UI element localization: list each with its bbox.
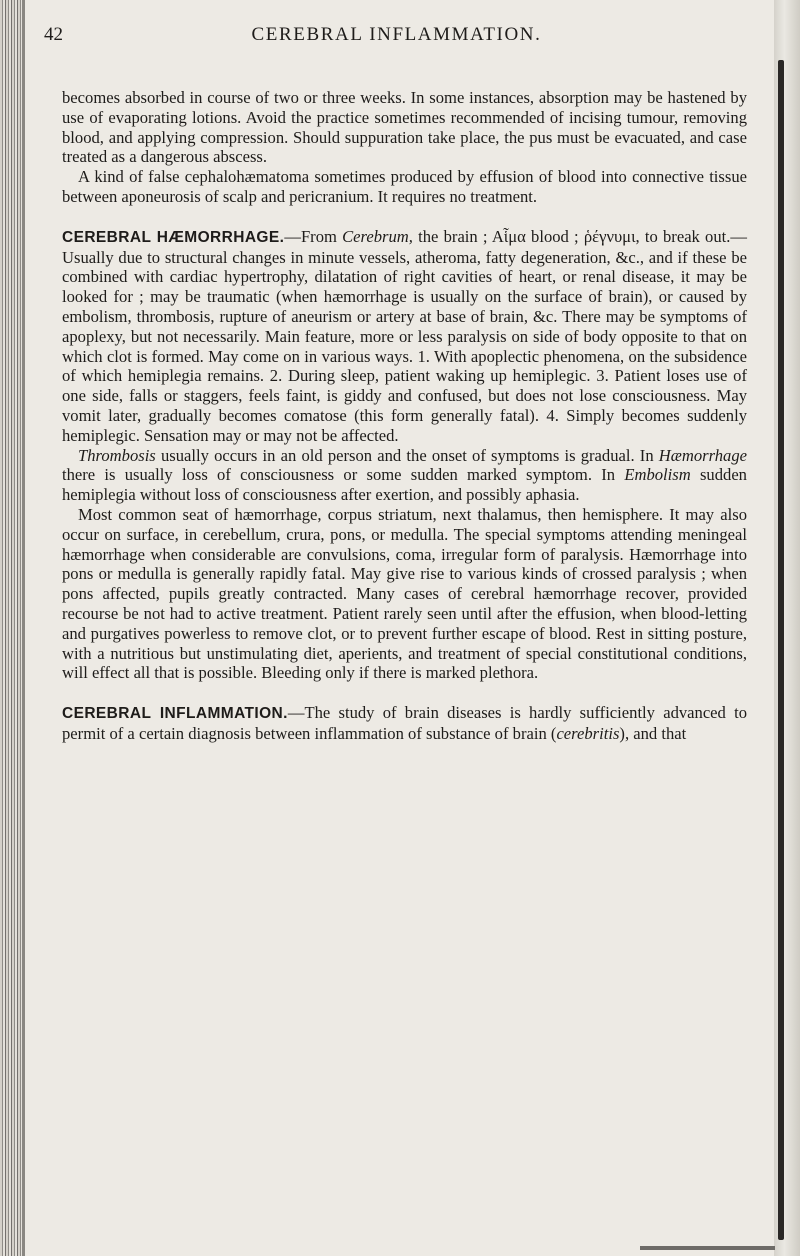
text-span: sudden hemiplegia without loss of consciousness after exertion, and possibly aphasia. bbox=[62, 465, 747, 505]
paragraph-thrombosis bbox=[62, 446, 747, 505]
paragraph-absorption: becomes absorbed in course of two or three weeks. In some instances, absorption may be hastened by use of evaporating lotions. Avoid the practice sometimes recommended of incising tumour, removing blood, and applying compression. Should suppuration take place, the pus must be evacuated, and case treated as a dangerous abscess. bbox=[62, 88, 747, 167]
paragraph-cerebral-haemorrhage bbox=[62, 227, 747, 446]
page-body bbox=[62, 88, 747, 744]
section-heading-cerebral-haemorrhage: CEREBRAL HÆMORRHAGE. bbox=[62, 228, 285, 246]
paragraph-seat-of-haemorrhage: Most common seat of hæmorrhage, corpus striatum, next thalamus, then hemisphere. It may also occur on surface, in cerebellum, crura, pons, or medulla. The special symptoms attending meningeal hæmorrhage when considerable are convulsions, coma, irregular form of paralysis. Hæmorrhage into pons or medulla is generally rapidly fatal. May give rise to various kinds of crossed paralysis ; when pons affected, pupils greatly contracted. Many cases of cerebral hæmorrhage recover, provided recourse be not had to active treatment. Patient rarely seen until after the effusion, when blood-letting and purgatives powerless to remove clot, or to prevent further escape of blood. Rest in sitting posture, with a nutritious but unstimulating diet, aperients, and treatment of special constitutional conditions, will effect all that is possible. Bleeding only if there is marked plethora. bbox=[62, 504, 747, 683]
italic-term: Embolism bbox=[624, 465, 691, 485]
text-span: the brain ; Aἷμα blood ; ῥέγνυμι, to break out.—Usually due to structural changes in minute vessels, atheroma, fatty degeneration, &c., and if these be combined with cardiac hypertrophy, dilatation of right cavities of heart, or renal disease, it may be looked for ; may be traumatic (when hæmorrhage is usually on the surface of brain), or caused by embolism, thrombosis, rupture of aneurism or artery at base of brain, &c. There may be symptoms of apoplexy, but not necessarily. Main feature, more or less paralysis on side of body opposite to that on which clot is formed. May come on in various ways. 1. With apoplectic phenomena, on the subsidence of which hemiplegia remains. 2. During sleep, patient waking up hemiplegic. 3. Patient loses use of one side, falls or staggers, feels faint, is giddy and confused, but does not lose consciousness. May vomit later, gradually becomes comatose (this form generally fatal). 4. Simply becomes suddenly hemiplegic. Sensation may or may not be affected. bbox=[62, 226, 748, 445]
paragraph-cerebral-inflammation bbox=[62, 703, 747, 744]
italic-term: cerebritis bbox=[556, 723, 620, 743]
section-heading-cerebral-inflammation: CEREBRAL INFLAMMATION. bbox=[62, 705, 288, 723]
page-edge-shadow bbox=[778, 60, 784, 1240]
running-head: CEREBRAL INFLAMMATION. bbox=[251, 24, 542, 45]
next-page-edge bbox=[774, 0, 800, 1256]
bottom-edge-shadow bbox=[640, 1246, 775, 1250]
text-span: —From bbox=[284, 226, 343, 246]
italic-term: Cerebrum, bbox=[342, 226, 413, 246]
italic-term: Hæmorrhage bbox=[658, 445, 747, 465]
paragraph-false-cephalohaematoma: A kind of false cephalohæmatoma sometimes produced by effusion of blood into connective tissue between aponeurosis of scalp and pericranium. It requires no treatment. bbox=[62, 167, 747, 206]
page-number: 42 bbox=[44, 24, 63, 45]
italic-term: Thrombosis bbox=[78, 445, 156, 465]
binding-edge bbox=[22, 0, 25, 1256]
page-header bbox=[44, 24, 749, 54]
text-span: there is usually loss of consciousness or some sudden marked symptom. In bbox=[62, 465, 625, 485]
text-span: ), and that bbox=[619, 723, 687, 743]
text-span: —The study of brain diseases is hardly sufficiently advanced to permit of a certain diagnosis between inflammation of substance of brain ( bbox=[62, 703, 747, 743]
text-span: usually occurs in an old person and the onset of symptoms is gradual. In bbox=[155, 445, 659, 465]
binding-strip bbox=[0, 0, 22, 1256]
